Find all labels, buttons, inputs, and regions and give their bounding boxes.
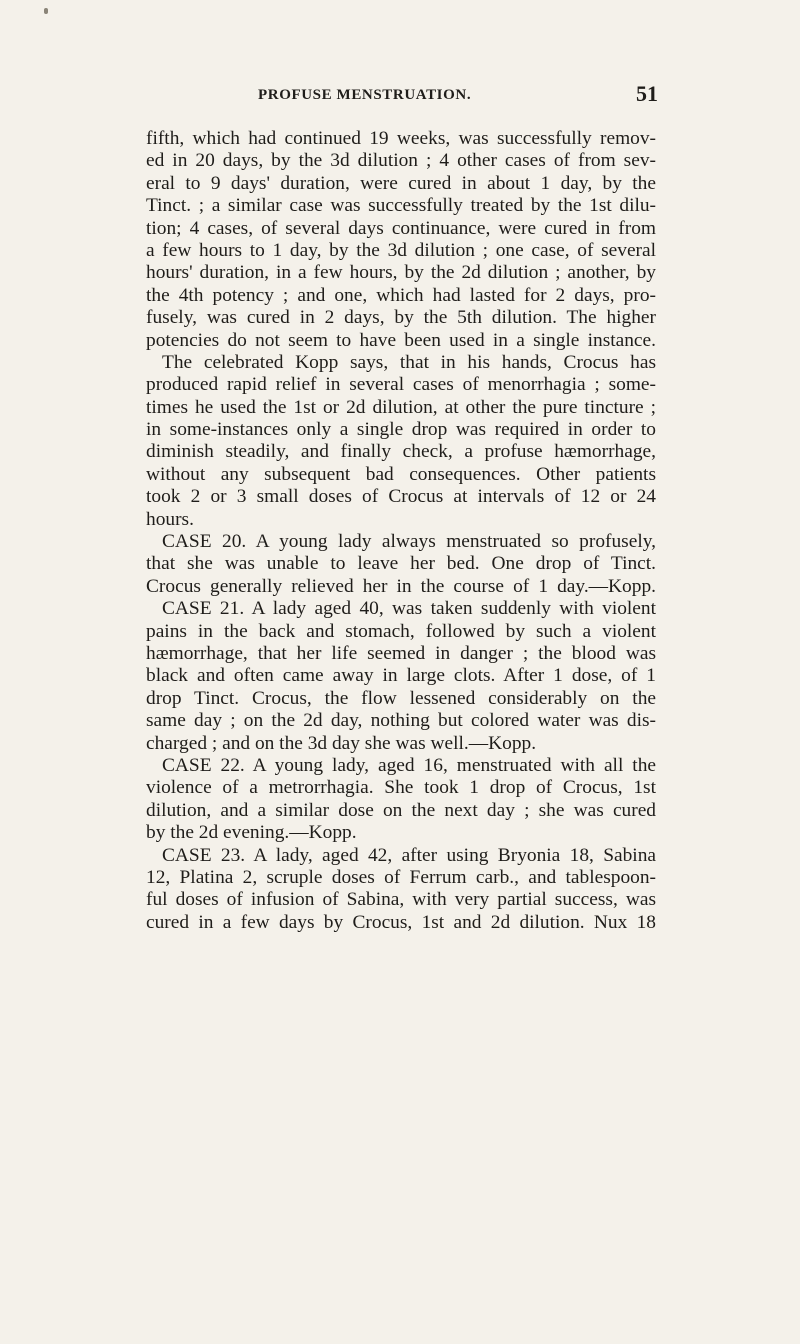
text-line: hours. <box>146 508 194 530</box>
text-line: took 2 or 3 small doses of Crocus at intervals of 12 or 24 <box>146 486 656 508</box>
text-line: same day ; on the 2d day, nothing but colored water was dis- <box>146 710 656 732</box>
text-line: produced rapid relief in several cases of menorrhagia ; some- <box>146 374 656 396</box>
text-line: by the 2d evening.—Kopp. <box>146 822 357 844</box>
text-line: Crocus generally relieved her in the course of 1 day.—Kopp. <box>146 575 656 597</box>
page-number: 51 <box>636 81 658 106</box>
text-line: cured in a few days by Crocus, 1st and 2d dilution. Nux 18 <box>146 911 656 933</box>
page-header <box>258 82 658 110</box>
text-line: pains in the back and stomach, followed by such a violent <box>146 620 656 642</box>
text-line: The celebrated Kopp says, that in his hands, Crocus has <box>162 351 656 373</box>
page-blemish <box>44 8 48 14</box>
text-line: the 4th potency ; and one, which had lasted for 2 days, pro- <box>146 284 656 306</box>
text-line: violence of a metrorrhagia. She took 1 drop of Crocus, 1st <box>146 777 656 799</box>
case-heading-line: CASE 23. A lady, aged 42, after using Bryonia 18, Sabina <box>162 844 656 866</box>
text-line: hours' duration, in a few hours, by the 2d dilution ; another, by <box>146 262 656 284</box>
text-line: fusely, was cured in 2 days, by the 5th dilution. The higher <box>146 307 656 329</box>
text-line: dilution, and a similar dose on the next day ; she was cured <box>146 799 656 821</box>
text-line: diminish steadily, and finally check, a profuse hæmorrhage, <box>146 441 656 463</box>
running-head: PROFUSE MENSTRUATION. <box>258 87 472 103</box>
text-line: tion; 4 cases, of several days continuance, were cured in from <box>146 217 656 239</box>
text-line: ful doses of infusion of Sabina, with very partial success, was <box>146 889 656 911</box>
text-line: in some-instances only a single drop was required in order to <box>146 419 656 441</box>
text-line: ed in 20 days, by the 3d dilution ; 4 other cases of from sev- <box>146 150 656 172</box>
text-line: that she was unable to leave her bed. One drop of Tinct. <box>146 553 656 575</box>
text-line: Tinct. ; a similar case was successfully treated by the 1st dilu- <box>146 195 656 217</box>
text-line: black and often came away in large clots. After 1 dose, of 1 <box>146 665 656 687</box>
text-line: fifth, which had continued 19 weeks, was successfully remov- <box>146 128 656 149</box>
text-line: times he used the 1st or 2d dilution, at other the pure tincture ; <box>146 396 656 418</box>
text-line: charged ; and on the 3d day she was well.—Kopp. <box>146 732 537 754</box>
text-line: eral to 9 days' duration, were cured in about 1 day, by the <box>146 172 656 194</box>
text-line: a few hours to 1 day, by the 3d dilution ; one case, of several <box>146 239 656 261</box>
case-heading-line: CASE 22. A young lady, aged 16, menstruated with all the <box>162 754 656 776</box>
text-line: drop Tinct. Crocus, the flow lessened considerably on the <box>146 687 656 709</box>
body-text <box>146 128 656 934</box>
text-line: hæmorrhage, that her life seemed in danger ; the blood was <box>146 642 656 664</box>
case-heading-line: CASE 21. A lady aged 40, was taken suddenly with violent <box>162 598 656 620</box>
case-heading-line: CASE 20. A young lady always menstruated so profusely, <box>162 531 656 553</box>
text-line: potencies do not seem to have been used in a single instance. <box>146 329 656 351</box>
text-line: 12, Platina 2, scruple doses of Ferrum carb., and tablespoon- <box>146 866 656 888</box>
text-line: without any subsequent bad consequences. Other patients <box>146 463 656 485</box>
